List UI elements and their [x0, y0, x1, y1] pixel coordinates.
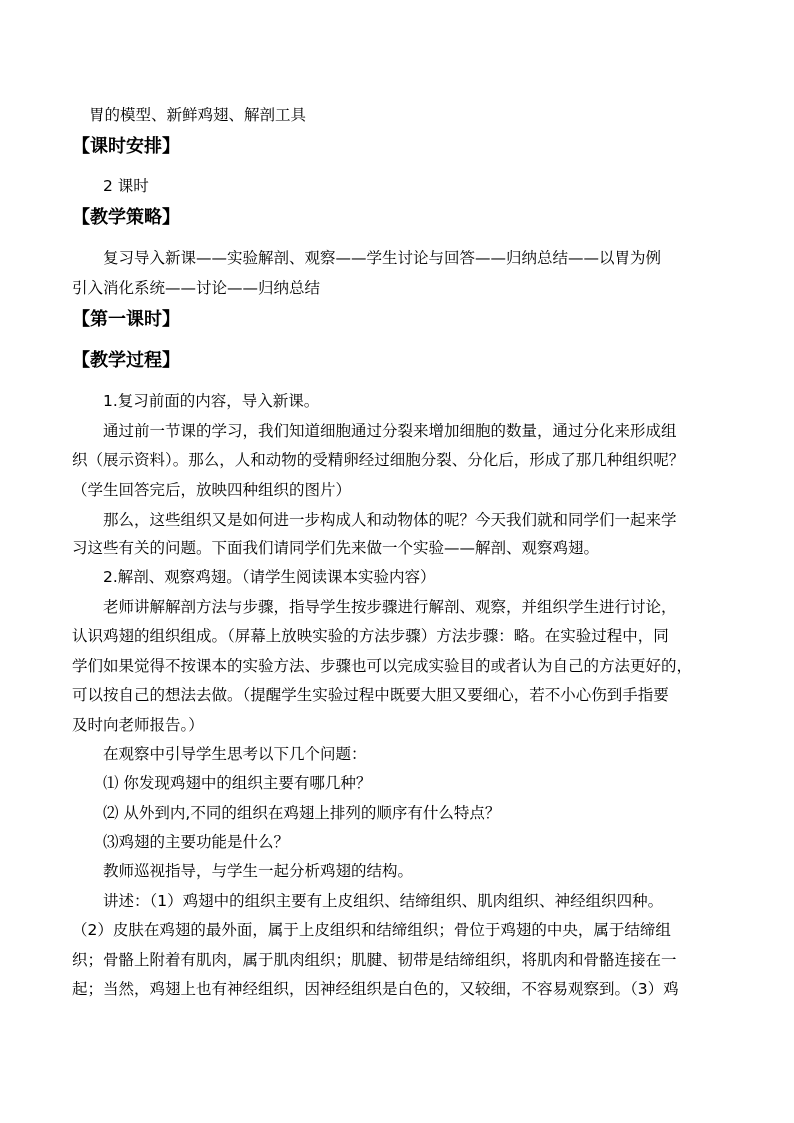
- paragraph-line: 老师讲解解剖方法与步骤，指导学生按步骤进行解剖、观察，并组织学生进行讨论，: [103, 598, 677, 616]
- paragraph-line: （2）皮肤在鸡翅的最外面，属于上皮组织和结缔组织；骨位于鸡翅的中央，属于结缔组: [72, 921, 671, 939]
- paragraph-line: 织（展示资料）。那么，人和动物的受精卵经过细胞分裂、分化后，形成了那几种组织呢？: [72, 451, 685, 469]
- question-2: ⑵ 从外到内,不同的组织在鸡翅上排列的顺序有什么特点？: [103, 804, 501, 822]
- paragraph-line: 习这些有关的问题。下面我们请同学们先来做一个实验——解剖、观察鸡翅。: [72, 539, 600, 557]
- paragraph-line: 通过前一节课的学习，我们知道细胞通过分裂来增加细胞的数量，通过分化来形成组: [103, 422, 677, 440]
- paragraph-line: 及时向老师报告。）: [72, 716, 204, 734]
- strategy-heading: 【教学策略】: [72, 207, 180, 228]
- strategy-line-1: 复习导入新课——实验解剖、观察——学生讨论与回答——归纳总结——以胃为例: [103, 249, 662, 267]
- paragraph-line: 讲述：（1）鸡翅中的组织主要有上皮组织、结缔组织、肌肉组织、神经组织四种。: [103, 892, 664, 910]
- paragraph-line: 学们如果觉得不按课本的实验方法、步骤也可以完成实验目的或者认为自己的方法更好的，: [72, 657, 693, 675]
- paragraph-line: 认识鸡翅的组织组成。（屏幕上放映实验的方法步骤）方法步骤：略。在实验过程中，同: [72, 627, 669, 645]
- materials-line: 胃的模型、新鲜鸡翅、解剖工具: [89, 106, 307, 124]
- schedule-text: 2 课时: [103, 177, 149, 195]
- paragraph-line: 起；当然，鸡翅上也有神经组织，因神经组织是白色的，又较细，不容易观察到。（3）鸡: [72, 980, 679, 998]
- step2-title: 2.解剖、观察鸡翅。（请学生阅读课本实验内容）: [103, 568, 436, 586]
- schedule-heading: 【课时安排】: [72, 136, 180, 157]
- question-3: ⑶鸡翅的主要功能是什么？: [103, 833, 290, 851]
- process-heading: 【教学过程】: [72, 350, 180, 371]
- paragraph-line: 在观察中引导学生思考以下几个问题：: [103, 745, 367, 763]
- paragraph-line: 那么，这些组织又是如何进一步构成人和动物体的呢？今天我们就和同学们一起来学: [103, 511, 677, 529]
- paragraph-line: 织；骨骼上附着有肌肉，属于肌肉组织；肌腱、韧带是结缔组织，将肌肉和骨骼连接在一: [72, 951, 677, 969]
- first-lesson-heading: 【第一课时】: [72, 309, 180, 330]
- paragraph-line: 可以按自己的想法去做。（提醒学生实验过程中既要大胆又要细心，若不小心伤到手指要: [72, 686, 669, 704]
- question-1: ⑴ 你发现鸡翅中的组织主要有哪几种？: [103, 774, 372, 792]
- strategy-line-2: 引入消化系统——讨论——归纳总结: [72, 279, 321, 297]
- paragraph-line: 教师巡视指导，与学生一起分析鸡翅的结构。: [103, 862, 414, 880]
- step1-title: 1.复习前面的内容，导入新课。: [103, 392, 320, 410]
- paragraph-line: （学生回答完后，放映四种组织的图片）: [72, 481, 352, 499]
